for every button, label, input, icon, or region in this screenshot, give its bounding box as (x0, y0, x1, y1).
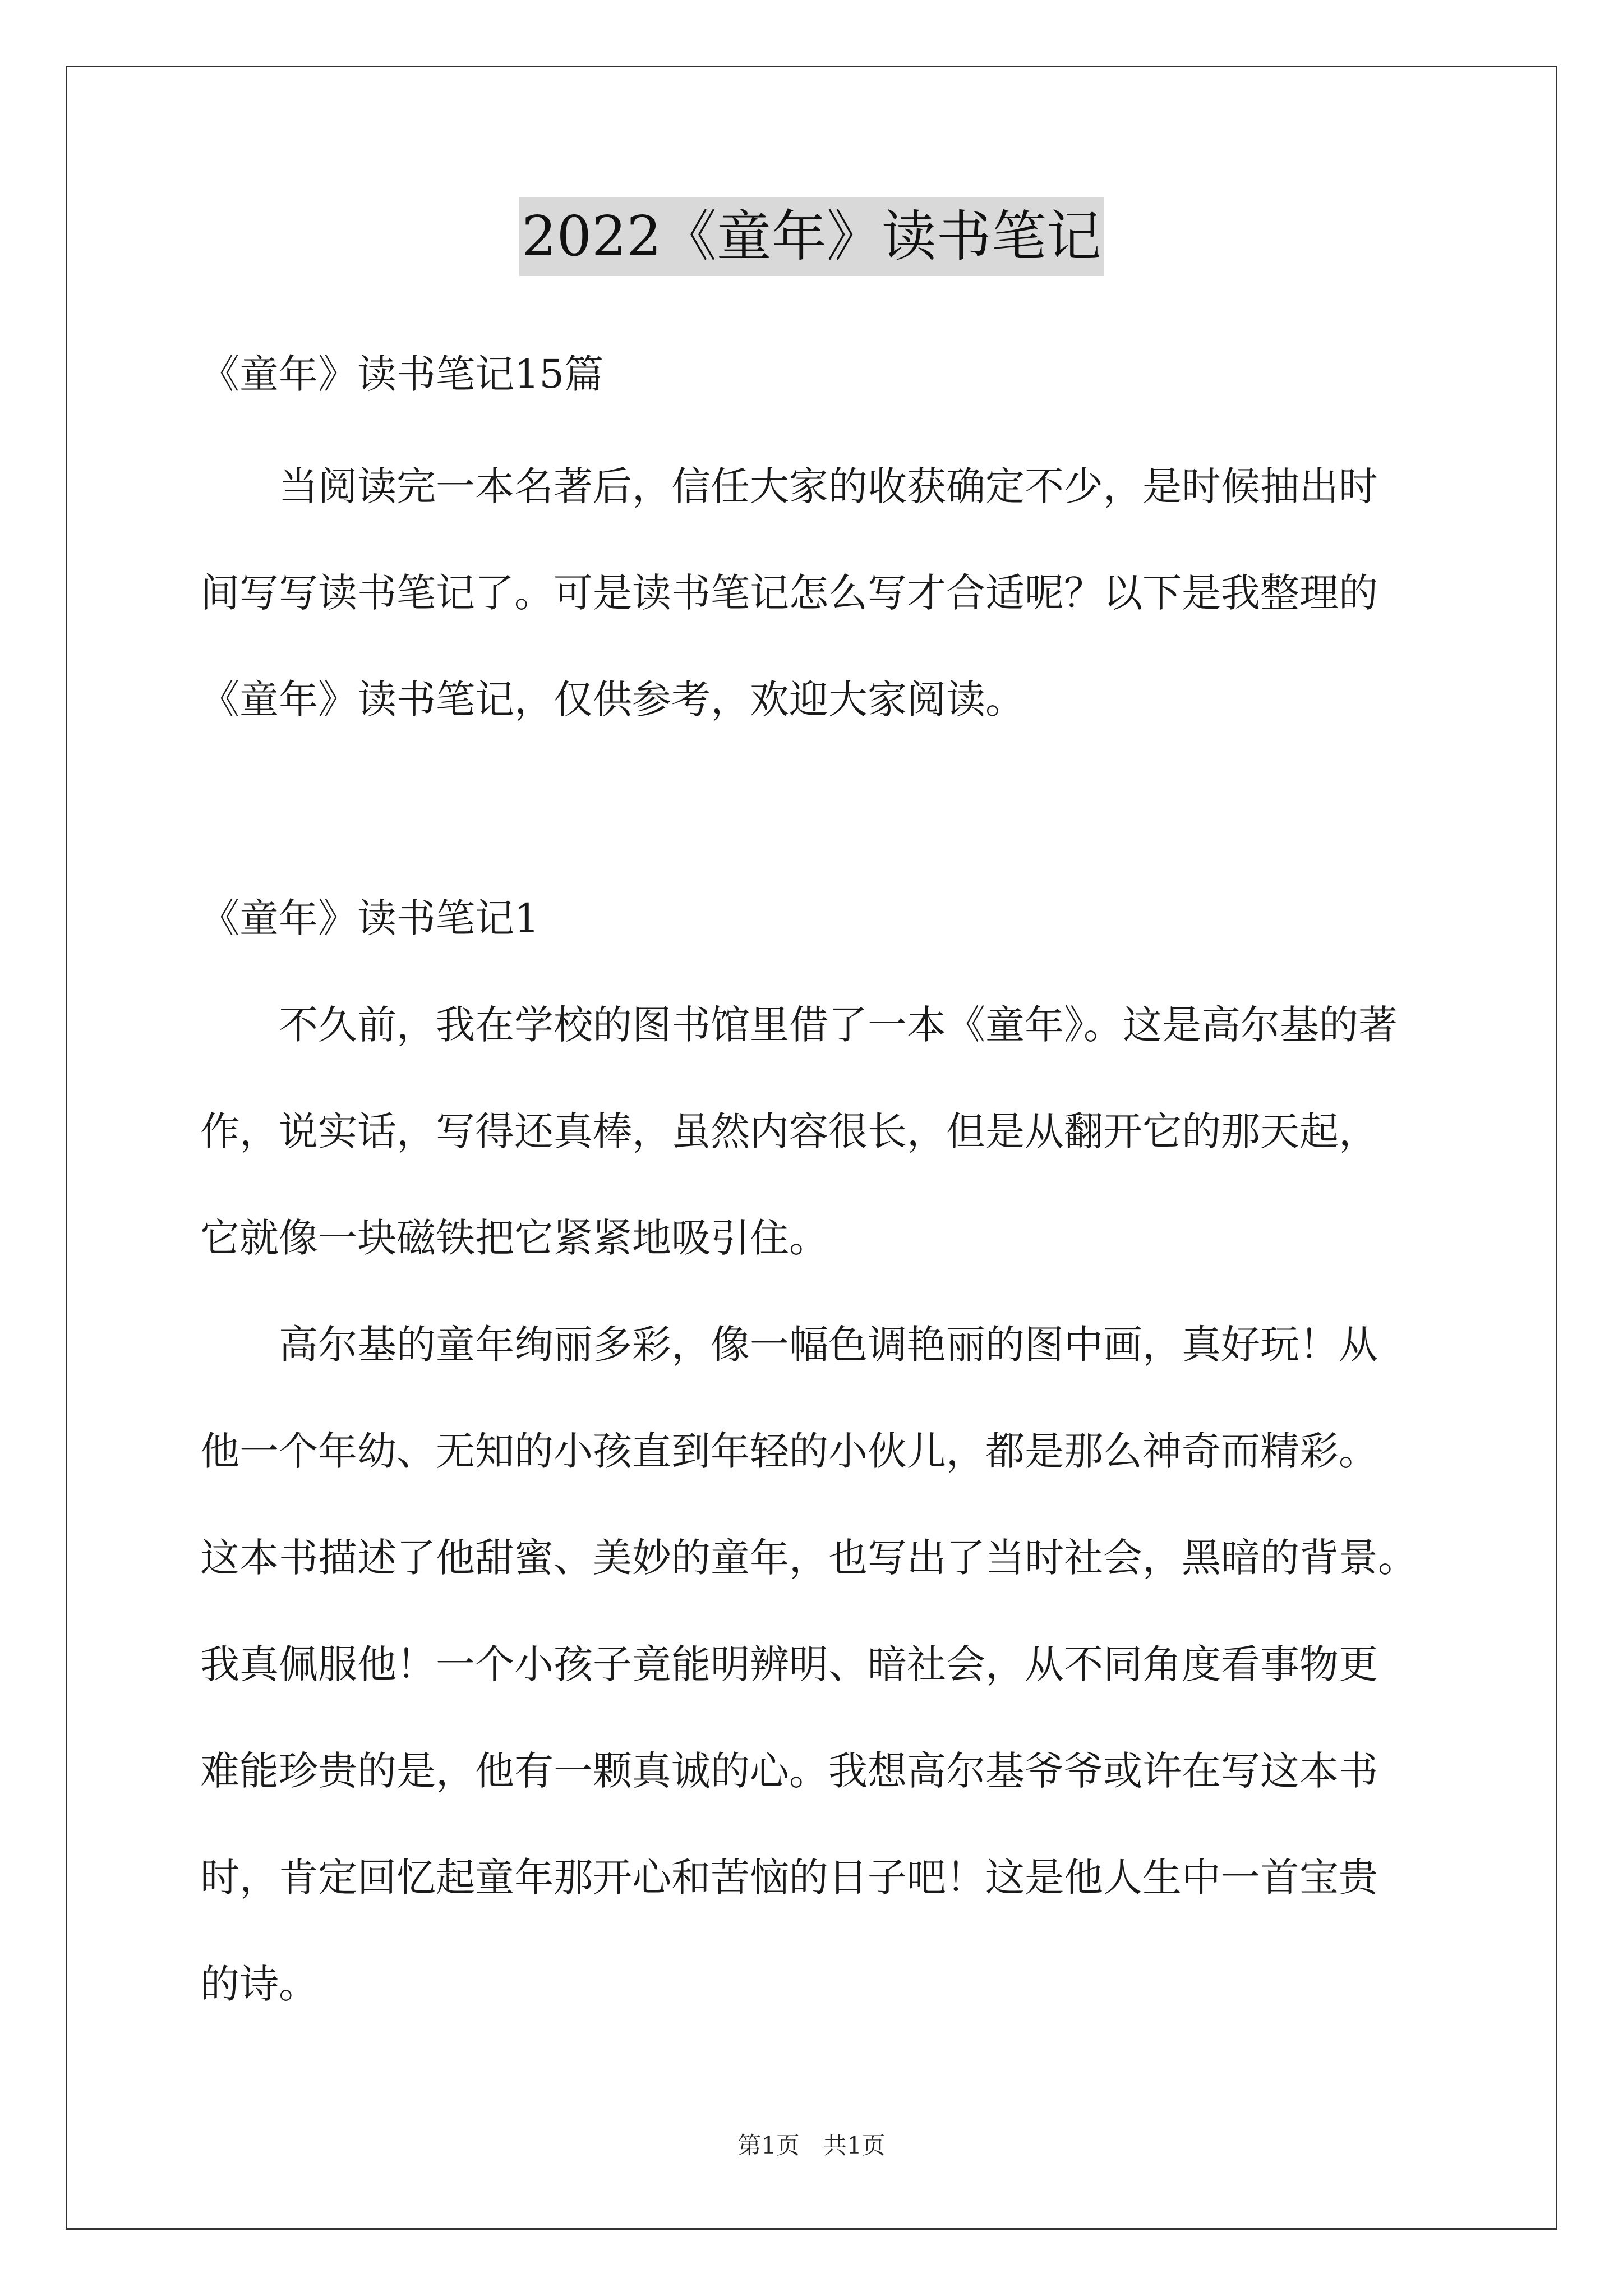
document-subtitle: 《童年》读书笔记15篇 (200, 351, 604, 397)
paragraph-line: 它就像一块磁铁把它紧紧地吸引住。 (200, 1215, 828, 1261)
paragraph-line: 不久前，我在学校的图书馆里借了一本《童年》。这是高尔基的著 (279, 1002, 1398, 1048)
section-heading: 《童年》读书笔记1 (200, 895, 540, 941)
paragraph-line: 这本书描述了他甜蜜、美妙的童年，也写出了当时社会，黑暗的背景。 (200, 1535, 1417, 1581)
paragraph-line: 作，说实话，写得还真棒，虽然内容很长，但是从翻开它的那天起， (200, 1108, 1378, 1154)
title-container (0, 197, 1623, 276)
paragraph-line: 高尔基的童年绚丽多彩，像一幅色调艳丽的图中画，真好玩！从 (279, 1322, 1378, 1368)
paragraph-line: 我真佩服他！一个小孩子竟能明辨明、暗社会，从不同角度看事物更 (200, 1641, 1378, 1687)
paragraph-line: 难能珍贵的是，他有一颗真诚的心。我想高尔基爷爷或许在写这本书 (200, 1748, 1378, 1794)
paragraph-line: 他一个年幼、无知的小孩直到年轻的小伙儿，都是那么神奇而精彩。 (200, 1428, 1378, 1474)
document-title: 2022《童年》读书笔记 (519, 197, 1103, 276)
intro-line: 间写写读书笔记了。可是读书笔记怎么写才合适呢？以下是我整理的 (200, 570, 1378, 616)
intro-line: 当阅读完一本名著后，信任大家的收获确定不少，是时候抽出时 (279, 463, 1378, 509)
paragraph-line: 时，肯定回忆起童年那开心和苦恼的日子吧！这是他人生中一首宝贵 (200, 1855, 1378, 1901)
page-footer: 第1页 共1页 (737, 2132, 886, 2159)
paragraph-line: 的诗。 (200, 1961, 318, 2007)
intro-line: 《童年》读书笔记，仅供参考，欢迎大家阅读。 (200, 677, 1025, 723)
